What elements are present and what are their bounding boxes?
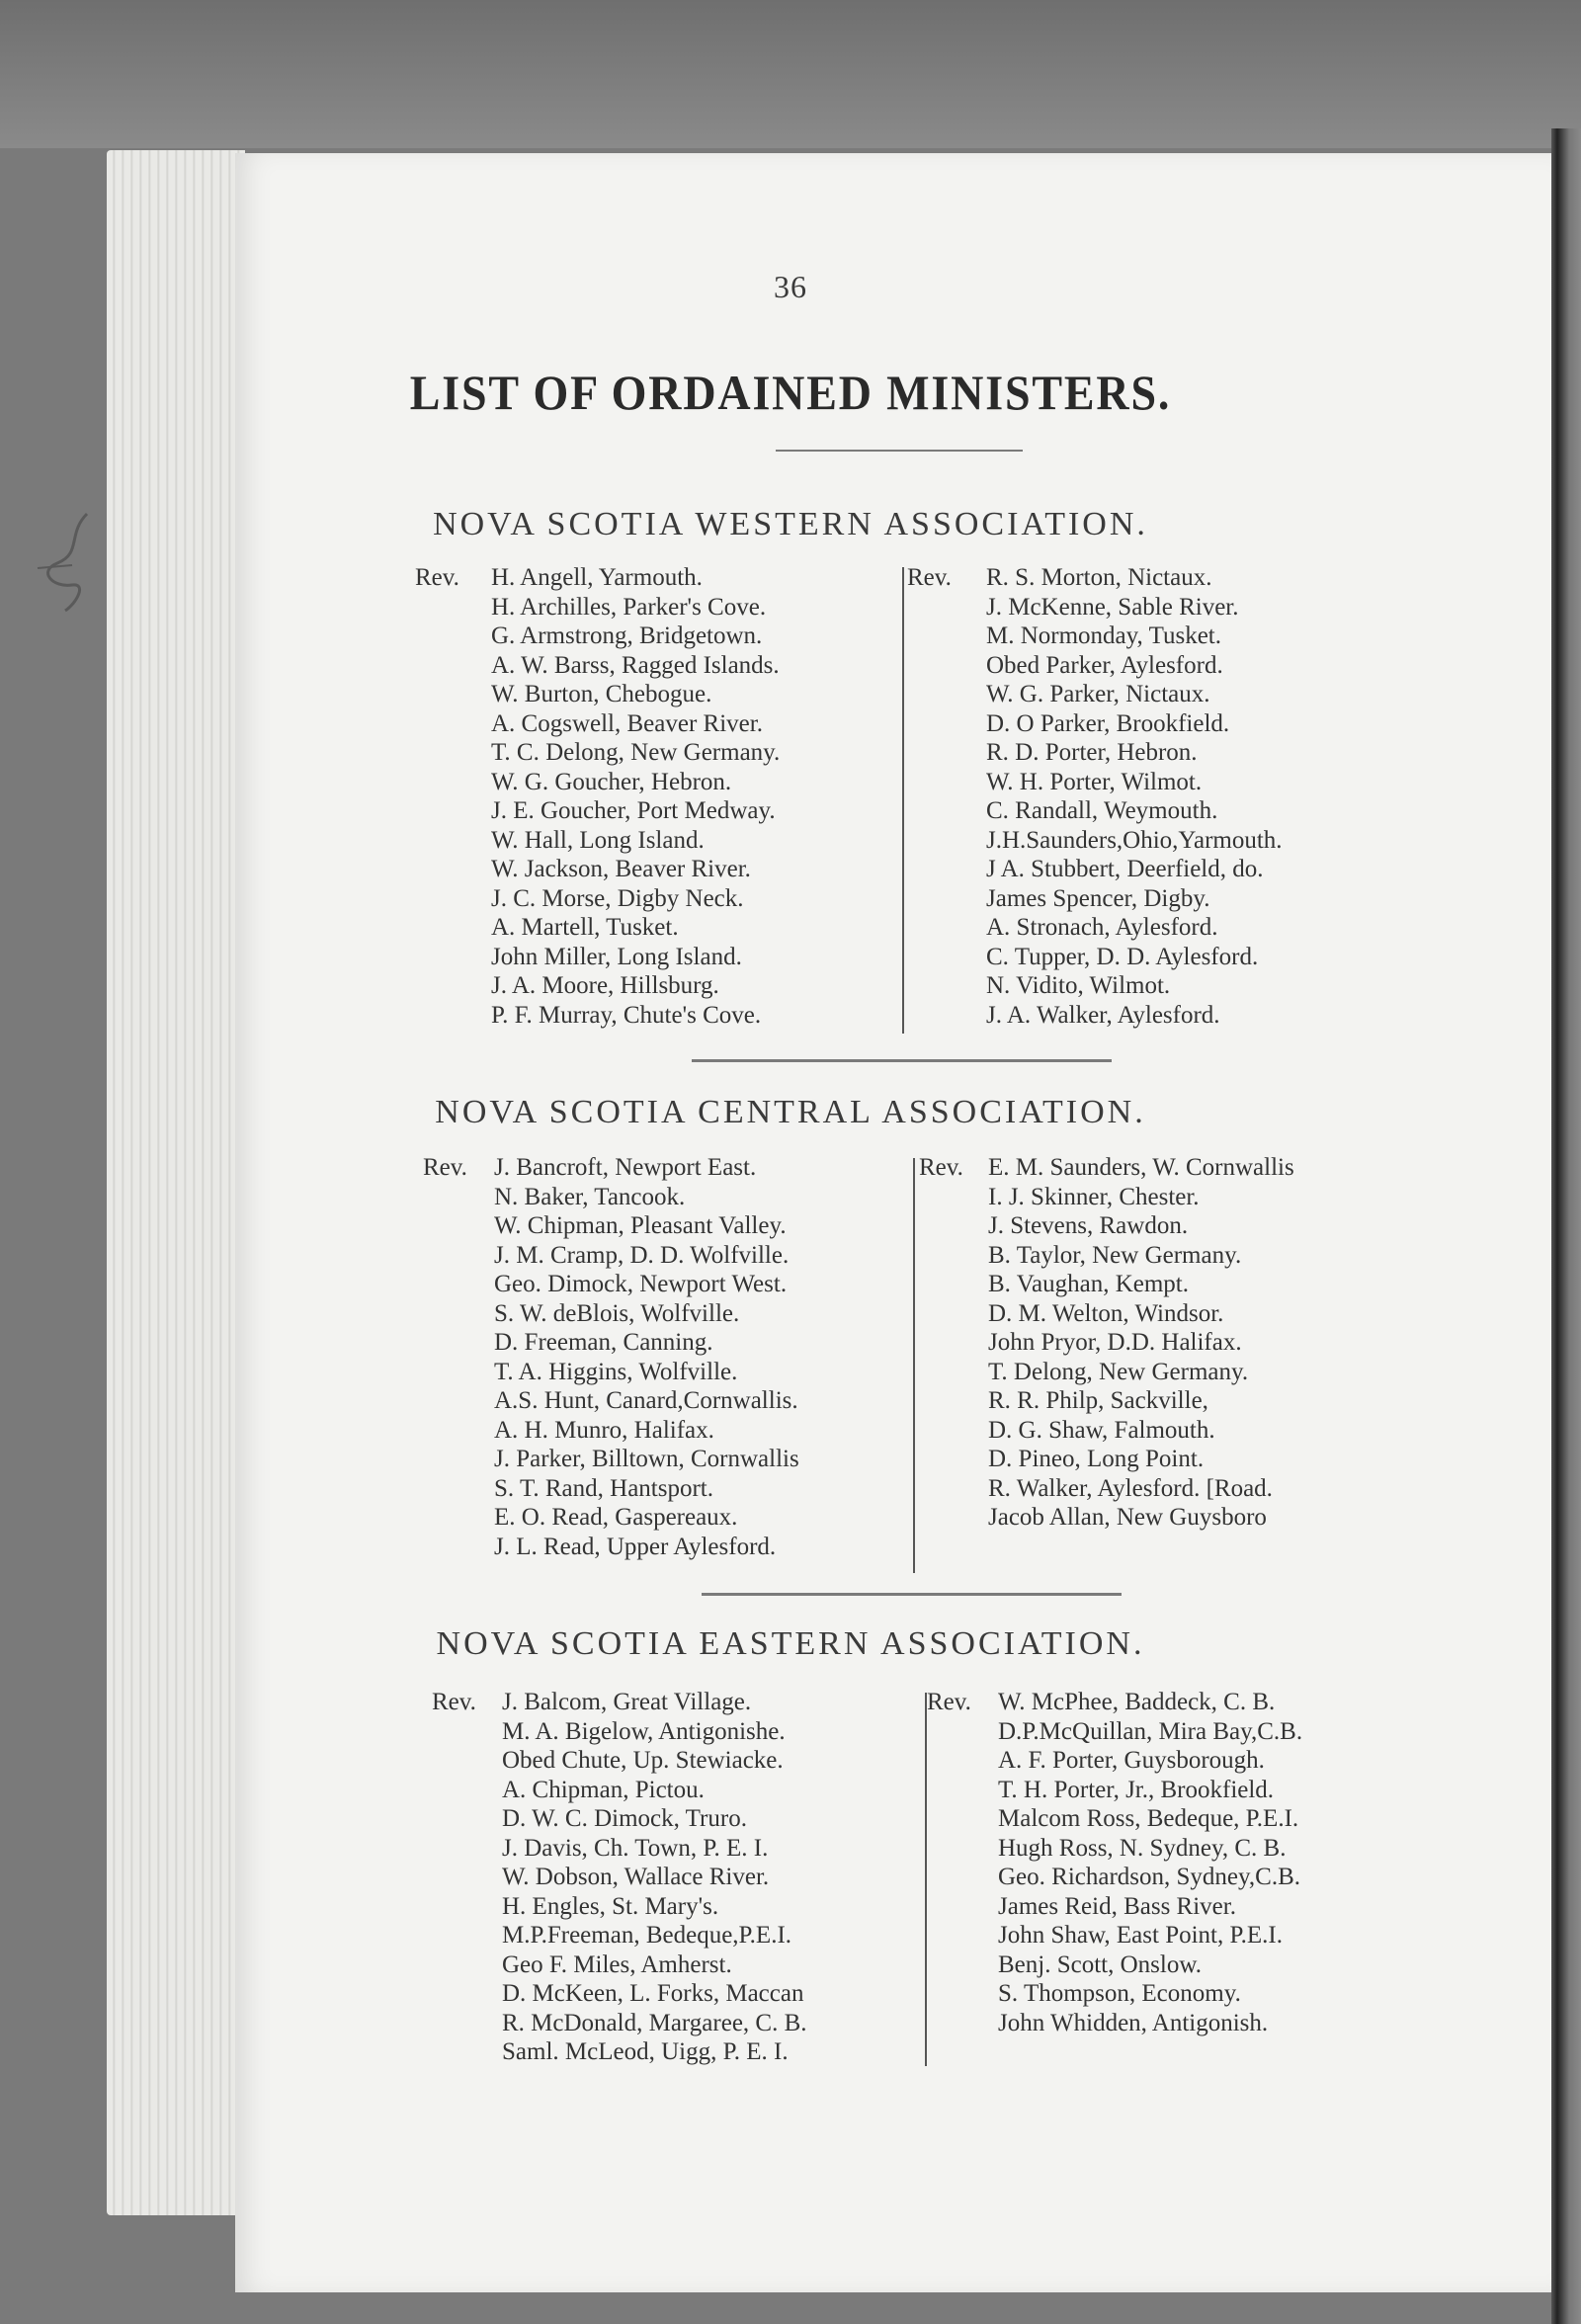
central-left-column [494,1153,799,1561]
minister-entry: S. Thompson, Economy. [998,1980,1241,2007]
minister-entry: A. F. Porter, Guysborough. [998,1747,1265,1774]
minister-entry: D. M. Welton, Windsor. [988,1299,1224,1327]
page-edges [107,150,245,2215]
minister-entry: I. J. Skinner, Chester. [988,1183,1200,1210]
minister-entry: W. Dobson, Wallace River. [502,1864,770,1890]
minister-entry: John Shaw, East Point, P.E.I. [998,1922,1283,1949]
minister-entry: A. Cogswell, Beaver River. [491,709,763,737]
central-right-column [988,1153,1294,1533]
section-heading-western: NOVA SCOTIA WESTERN ASSOCIATION. [433,506,1148,542]
minister-entry: J. L. Read, Upper Aylesford. [494,1533,777,1560]
minister-entry: D.P.McQuillan, Mira Bay,C.B. [998,1717,1303,1745]
page-title: LIST OF ORDAINED MINISTERS. [409,365,1172,420]
minister-entry: R. McDonald, Margaree, C. B. [502,2009,807,2036]
minister-entry: W. G. Parker, Nictaux. [986,681,1210,707]
book-page [235,153,1551,2292]
minister-entry: J. Balcom, Great Village. [502,1689,752,1715]
minister-entry: J. A. Walker, Aylesford. [986,1001,1220,1029]
minister-entry: Obed Chute, Up. Stewiacke. [502,1747,784,1774]
minister-entry: W. H. Porter, Wilmot. [986,768,1203,795]
rev-prefix-left: Rev. [432,1689,476,1715]
minister-entry: J. A. Moore, Hillsburg. [491,972,719,999]
rev-prefix-right: Rev. [919,1154,963,1181]
minister-entry: John Pryor, D.D. Halifax. [988,1329,1242,1356]
minister-entry: J. Davis, Ch. Town, P. E. I. [502,1834,769,1862]
minister-entry: J. Stevens, Rawdon. [988,1212,1189,1239]
minister-entry: N. Vidito, Wilmot. [986,972,1171,999]
minister-entry: M. Normonday, Tusket. [986,622,1221,649]
minister-entry: W. Hall, Long Island. [491,826,705,854]
minister-entry: N. Baker, Tancook. [494,1183,686,1210]
minister-entry: D. G. Shaw, Falmouth. [988,1416,1215,1444]
minister-entry: J. McKenne, Sable River. [986,593,1239,621]
minister-entry: M.P.Freeman, Bedeque,P.E.I. [502,1922,792,1949]
scan-background [0,0,1581,148]
book-gutter [1551,128,1581,2324]
western-left-column [491,563,780,1030]
section-heading-central: NOVA SCOTIA CENTRAL ASSOCIATION. [435,1094,1146,1130]
minister-entry: J. M. Cramp, D. D. Wolfville. [494,1241,790,1269]
minister-entry: W. G. Goucher, Hebron. [491,768,732,795]
minister-entry: Geo F. Miles, Amherst. [502,1950,732,1978]
minister-entry: J. Bancroft, Newport East. [494,1154,757,1181]
minister-entry: A. W. Barss, Ragged Islands. [491,651,780,679]
minister-entry: A. Martell, Tusket. [491,914,679,941]
eastern-right-column [998,1688,1302,2037]
minister-entry: J. C. Morse, Digby Neck. [491,884,744,912]
minister-entry: T. H. Porter, Jr., Brookfield. [998,1776,1275,1803]
minister-entry: D. Pineo, Long Point. [988,1446,1205,1472]
minister-entry: D. W. C. Dimock, Truro. [502,1805,747,1832]
minister-entry: H. Angell, Yarmouth. [491,564,703,591]
section-rule [692,1059,1112,1062]
minister-entry: Geo. Dimock, Newport West. [494,1271,788,1297]
minister-entry: H. Archilles, Parker's Cove. [491,593,767,621]
minister-entry: Hugh Ross, N. Sydney, C. B. [998,1834,1287,1862]
section-heading-eastern: NOVA SCOTIA EASTERN ASSOCIATION. [436,1625,1145,1662]
minister-entry: R. D. Porter, Hebron. [986,739,1198,766]
eastern-left-column [502,1688,807,2067]
minister-entry: G. Armstrong, Bridgetown. [491,622,763,649]
minister-entry: Obed Parker, Aylesford. [986,651,1223,679]
minister-entry: E. M. Saunders, W. Cornwallis [988,1154,1294,1181]
minister-entry: E. O. Read, Gaspereaux. [494,1504,738,1531]
rev-prefix-right: Rev. [907,564,952,591]
minister-entry: T. C. Delong, New Germany. [491,739,781,766]
minister-entry: M. A. Bigelow, Antigonishe. [502,1717,786,1745]
minister-entry: J A. Stubbert, Deerfield, do. [986,856,1264,882]
minister-entry: S. T. Rand, Hantsport. [494,1474,713,1502]
minister-entry: J. E. Goucher, Port Medway. [491,797,776,824]
minister-entry: Saml. McLeod, Uigg, P. E. I. [502,2038,789,2065]
minister-entry: C. Tupper, D. D. Aylesford. [986,943,1259,970]
minister-entry: R. S. Morton, Nictaux. [986,564,1212,591]
rev-prefix-right: Rev. [927,1689,971,1715]
rev-prefix-left: Rev. [415,564,459,591]
column-divider [925,1693,927,2066]
page-number: 36 [774,269,807,304]
minister-entry: H. Engles, St. Mary's. [502,1892,719,1920]
minister-entry: A.S. Hunt, Canard,Cornwallis. [494,1387,798,1414]
minister-entry: J. Parker, Billtown, Cornwallis [494,1446,799,1472]
minister-entry: James Reid, Bass River. [998,1892,1236,1920]
minister-entry: James Spencer, Digby. [986,884,1210,912]
minister-entry: Malcom Ross, Bedeque, P.E.I. [998,1805,1299,1832]
minister-entry: A. Stronach, Aylesford. [986,914,1218,941]
minister-entry: W. Jackson, Beaver River. [491,856,751,882]
minister-entry: D. Freeman, Canning. [494,1329,713,1356]
minister-entry: W. McPhee, Baddeck, C. B. [998,1689,1276,1715]
minister-entry: A. Chipman, Pictou. [502,1776,705,1803]
minister-entry: B. Vaughan, Kempt. [988,1271,1189,1297]
minister-entry: D. McKeen, L. Forks, Maccan [502,1980,804,2007]
minister-entry: Jacob Allan, New Guysboro [988,1504,1267,1531]
column-divider [902,567,904,1034]
minister-entry: Benj. Scott, Onslow. [998,1950,1203,1978]
minister-entry: J.H.Saunders,Ohio,Yarmouth. [986,826,1283,854]
minister-entry: D. O Parker, Brookfield. [986,709,1230,737]
minister-entry: W. Burton, Chebogue. [491,681,712,707]
minister-entry: T. Delong, New Germany. [988,1358,1249,1385]
minister-entry: B. Taylor, New Germany. [988,1241,1242,1269]
minister-entry: R. R. Philp, Sackville, [988,1387,1208,1414]
minister-entry: Geo. Richardson, Sydney,C.B. [998,1864,1300,1890]
minister-entry: R. Walker, Aylesford. [Road. [988,1474,1273,1502]
column-divider [913,1158,915,1573]
minister-entry: W. Chipman, Pleasant Valley. [494,1212,787,1239]
section-rule [702,1593,1122,1596]
minister-entry: S. W. deBlois, Wolfville. [494,1299,740,1327]
minister-entry: P. F. Murray, Chute's Cove. [491,1001,762,1029]
title-rule [776,450,1023,452]
minister-entry: A. H. Munro, Halifax. [494,1416,714,1444]
rev-prefix-left: Rev. [423,1154,467,1181]
minister-entry: C. Randall, Weymouth. [986,797,1218,824]
minister-entry: John Whidden, Antigonish. [998,2009,1269,2036]
minister-entry: John Miller, Long Island. [491,943,742,970]
western-right-column [986,563,1283,1030]
minister-entry: T. A. Higgins, Wolfville. [494,1358,738,1385]
